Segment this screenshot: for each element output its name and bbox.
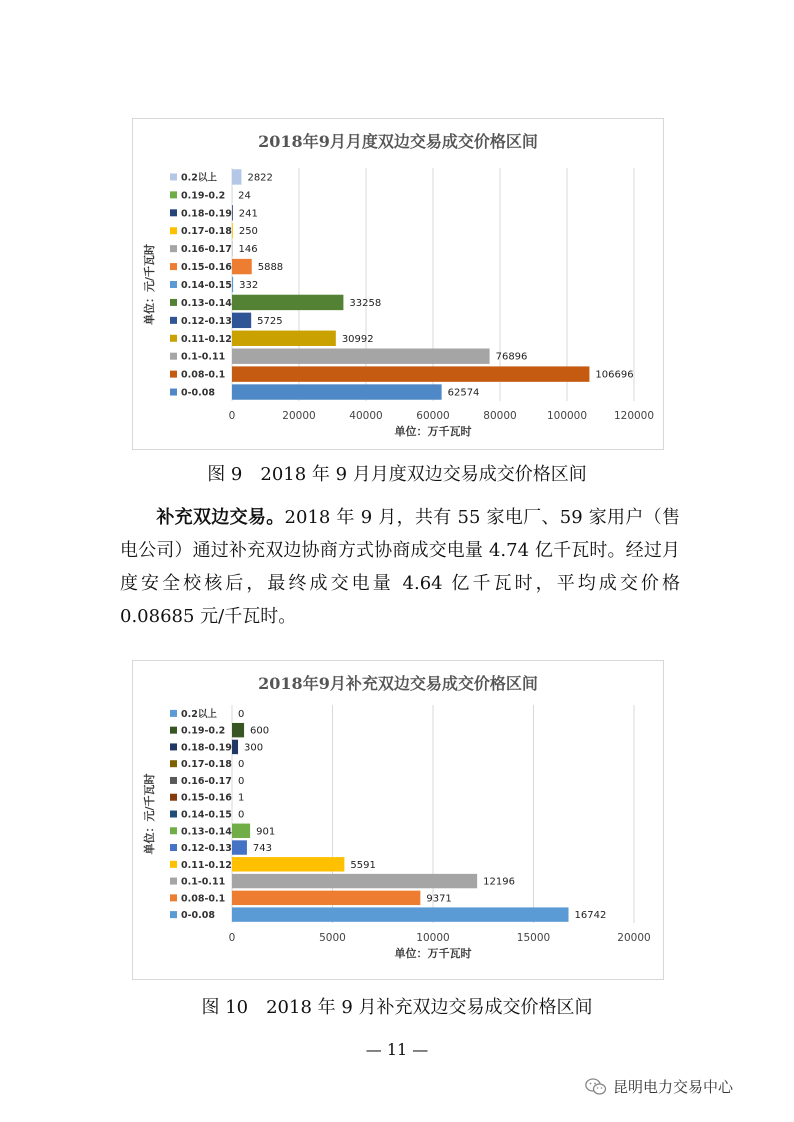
data-label: 5888 bbox=[257, 262, 284, 274]
page-number: — 11 — bbox=[365, 1040, 429, 1059]
bar bbox=[232, 259, 252, 274]
category-label: 0.18-0.19 bbox=[181, 208, 232, 220]
legend-swatch bbox=[170, 245, 177, 252]
category-label: 0.08-0.1 bbox=[181, 369, 226, 381]
data-label: 0 bbox=[238, 809, 245, 821]
y-axis-title: 单位：元/千瓦时 bbox=[143, 773, 156, 855]
x-axis-title: 单位：万千瓦时 bbox=[394, 947, 472, 960]
legend-swatch bbox=[170, 263, 177, 270]
x-tick-label: 5000 bbox=[319, 932, 346, 944]
figure-caption-10: 图 10 2018 年 9 月补充双边交易成交价格区间 bbox=[201, 997, 593, 1018]
data-label: 901 bbox=[256, 826, 276, 838]
chart-monthly-bilateral bbox=[132, 118, 664, 450]
legend-swatch bbox=[170, 911, 177, 918]
bar bbox=[232, 223, 233, 238]
category-label: 0.1-0.11 bbox=[181, 351, 226, 363]
bar bbox=[232, 348, 490, 363]
chart-svg bbox=[133, 119, 663, 449]
category-label: 0-0.08 bbox=[181, 387, 215, 399]
data-label: 600 bbox=[250, 725, 270, 737]
data-label: 0 bbox=[238, 708, 245, 720]
data-label: 12196 bbox=[483, 876, 515, 888]
x-tick-label: 60000 bbox=[416, 410, 450, 422]
x-tick-label: 10000 bbox=[416, 932, 450, 944]
data-label: 2822 bbox=[247, 172, 273, 184]
legend-swatch bbox=[170, 209, 177, 216]
bar bbox=[232, 857, 344, 871]
legend-swatch bbox=[170, 894, 177, 901]
data-label: 743 bbox=[252, 843, 273, 855]
bar bbox=[232, 740, 238, 754]
data-label: 62574 bbox=[447, 387, 480, 399]
category-label: 0.15-0.16 bbox=[181, 262, 232, 274]
wechat-icon bbox=[585, 1078, 607, 1096]
legend-swatch bbox=[170, 371, 177, 378]
paragraph-lead: 补充双边交易。 bbox=[156, 507, 285, 528]
bar bbox=[232, 840, 247, 854]
x-tick-label: 100000 bbox=[546, 410, 588, 422]
legend-swatch bbox=[170, 353, 177, 360]
bar bbox=[232, 723, 244, 737]
x-tick-label: 40000 bbox=[349, 410, 383, 422]
x-tick-label: 20000 bbox=[282, 410, 316, 422]
data-label: 0 bbox=[238, 759, 245, 771]
category-label: 0.13-0.14 bbox=[181, 826, 232, 838]
x-tick-label: 0 bbox=[228, 932, 236, 944]
category-label: 0.14-0.15 bbox=[181, 280, 232, 291]
data-label: 24 bbox=[238, 190, 251, 202]
y-axis-title: 单位：元/千瓦时 bbox=[143, 243, 156, 326]
chart-title: 2018年9月月度双边交易成交价格区间 bbox=[258, 132, 538, 151]
legend-swatch bbox=[170, 861, 177, 868]
category-label: 0.13-0.14 bbox=[181, 297, 232, 309]
data-label: 9371 bbox=[426, 893, 452, 905]
category-label: 0.11-0.12 bbox=[181, 859, 232, 871]
x-tick-label: 0 bbox=[228, 410, 236, 422]
data-label: 300 bbox=[244, 742, 264, 754]
legend-swatch bbox=[170, 227, 177, 234]
legend-swatch bbox=[170, 794, 177, 801]
legend-swatch bbox=[170, 173, 177, 180]
legend-swatch bbox=[170, 335, 177, 342]
bar bbox=[232, 366, 589, 381]
category-label: 0-0.08 bbox=[181, 910, 215, 922]
data-label: 33258 bbox=[349, 297, 382, 309]
category-label: 0.16-0.17 bbox=[181, 775, 232, 787]
legend-swatch bbox=[170, 281, 177, 288]
watermark-text: 昆明电力交易中心 bbox=[613, 1078, 734, 1096]
x-tick-label: 15000 bbox=[516, 932, 551, 944]
x-tick-label: 120000 bbox=[613, 410, 655, 422]
category-label: 0.17-0.18 bbox=[181, 759, 232, 771]
legend-swatch bbox=[170, 299, 177, 306]
legend-swatch bbox=[170, 760, 177, 767]
legend-swatch bbox=[170, 727, 177, 734]
chart-title: 2018年9月补充双边交易成交价格区间 bbox=[258, 674, 538, 693]
paragraph-body: 2018 年 9 月，共有 55 家电厂、59 家用户（售电公司）通过补充双边协商方式协商成交电量 4.74 亿千瓦时。经过月度安全校核后，最终成交电量 4.64 亿千瓦时，平均成交价格 0.08685 元/千瓦时。 bbox=[120, 507, 680, 627]
legend-swatch bbox=[170, 317, 177, 324]
data-label: 106696 bbox=[595, 369, 634, 381]
figure-caption-9: 图 9 2018 年 9 月月度双边交易成交价格区间 bbox=[207, 464, 587, 485]
data-label: 0 bbox=[238, 775, 245, 787]
x-tick-label: 80000 bbox=[483, 410, 517, 422]
data-label: 332 bbox=[239, 280, 259, 291]
data-label: 241 bbox=[238, 208, 258, 220]
bar bbox=[232, 384, 442, 399]
category-label: 0.19-0.2 bbox=[181, 190, 226, 202]
data-label: 30992 bbox=[341, 333, 374, 345]
bar bbox=[232, 824, 250, 838]
data-label: 5591 bbox=[350, 859, 376, 871]
category-label: 0.11-0.12 bbox=[181, 333, 232, 345]
body-paragraph bbox=[120, 501, 680, 633]
category-label: 0.14-0.15 bbox=[181, 809, 232, 821]
bar bbox=[232, 907, 569, 921]
bar bbox=[232, 891, 420, 905]
category-label: 0.1-0.11 bbox=[181, 876, 226, 888]
category-label: 0.18-0.19 bbox=[181, 742, 232, 754]
bar bbox=[232, 331, 336, 346]
data-label: 146 bbox=[238, 244, 258, 256]
category-label: 0.2以上 bbox=[181, 172, 217, 184]
bar bbox=[232, 874, 477, 888]
legend-swatch bbox=[170, 811, 177, 818]
legend-swatch bbox=[170, 777, 177, 784]
chart-svg bbox=[133, 661, 663, 979]
data-label: 250 bbox=[238, 226, 258, 238]
x-axis-title: 单位：万千瓦时 bbox=[394, 425, 472, 438]
legend-swatch bbox=[170, 743, 177, 750]
bar bbox=[232, 313, 251, 328]
bar bbox=[232, 205, 233, 220]
data-label: 5725 bbox=[257, 315, 283, 327]
watermark bbox=[585, 1076, 733, 1097]
category-label: 0.2以上 bbox=[181, 708, 217, 720]
category-label: 0.17-0.18 bbox=[181, 226, 232, 238]
bar bbox=[232, 295, 343, 310]
category-label: 0.15-0.16 bbox=[181, 792, 232, 804]
legend-swatch bbox=[170, 844, 177, 851]
legend-swatch bbox=[170, 827, 177, 834]
legend-swatch bbox=[170, 710, 177, 717]
category-label: 0.08-0.1 bbox=[181, 893, 226, 905]
x-tick-label: 20000 bbox=[617, 932, 651, 944]
category-label: 0.19-0.2 bbox=[181, 725, 226, 737]
data-label: 1 bbox=[238, 792, 245, 804]
bar bbox=[232, 277, 233, 292]
category-label: 0.16-0.17 bbox=[181, 244, 232, 256]
chart-supplementary-bilateral bbox=[132, 660, 664, 980]
legend-swatch bbox=[170, 878, 177, 885]
legend-swatch bbox=[170, 389, 177, 396]
category-label: 0.12-0.13 bbox=[181, 315, 232, 327]
category-label: 0.12-0.13 bbox=[181, 843, 232, 855]
bar bbox=[232, 169, 241, 184]
data-label: 16742 bbox=[574, 910, 607, 922]
data-label: 76896 bbox=[495, 351, 528, 363]
legend-swatch bbox=[170, 191, 177, 198]
